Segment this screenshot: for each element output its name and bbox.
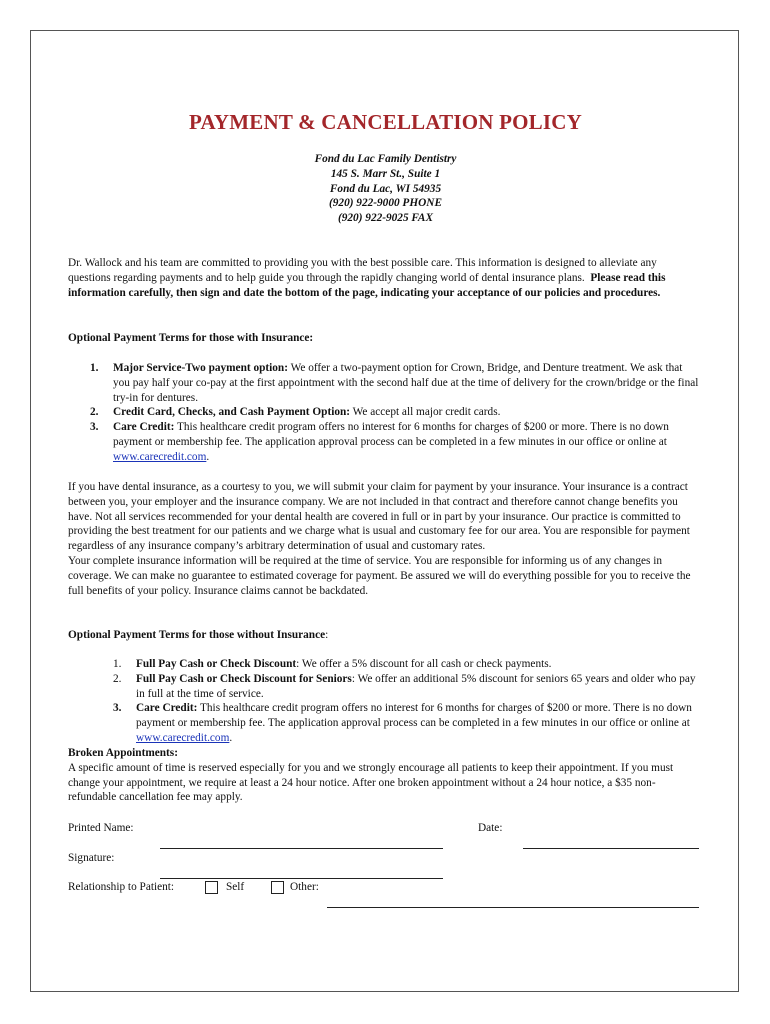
date-field[interactable]: [523, 836, 699, 849]
date-label: Date:: [478, 822, 503, 834]
item-text: : We offer an additional 5% discount for seniors 65 years and older who pay in full at the time of service.: [136, 672, 696, 700]
intro-text: Dr. Wallock and his team are committed to providing you with the best possible care. This information is designed to alleviate any questions regarding payments and to help guide you through the rapidly changing world of dental insurance plans.: [68, 257, 657, 284]
list-item: [68, 361, 701, 405]
other-checkbox[interactable]: [271, 881, 284, 894]
list-item: [68, 420, 701, 464]
practice-name: Fond du Lac Family Dentistry: [314, 153, 457, 165]
no-insurance-heading-colon: :: [325, 629, 329, 641]
relationship-label: Relationship to Patient:: [68, 881, 175, 893]
printed-name-label: Printed Name:: [68, 822, 134, 834]
self-label: Self: [226, 881, 245, 893]
item-text-after: .: [229, 731, 233, 744]
practice-street: 145 S. Marr St., Suite 1: [330, 167, 441, 180]
policy-page: [30, 30, 739, 992]
printed-name-field[interactable]: [160, 836, 443, 849]
broken-appointments-heading: Broken Appointments:: [68, 747, 178, 759]
item-label: Full Pay Cash or Check Discount for Seniors: [136, 672, 352, 685]
item-text-after: .: [206, 450, 210, 463]
relationship-row: [68, 880, 701, 895]
item-number: 2.: [90, 406, 99, 419]
signature-label: Signature:: [68, 852, 115, 864]
intro-paragraph: [68, 256, 701, 300]
list-item: [68, 672, 701, 702]
item-label: Care Credit:: [136, 702, 198, 715]
list-item: [68, 657, 701, 672]
insurance-paragraph-2-text: Your complete insurance information will be required at the time of service. You are responsible for informing us of any changes in coverage. We can make no guarantee to estimated coverage for payment. Be assured we will do everything possible for you to receive the full benefits of your policy. Insurance claims cannot be backdated.: [68, 554, 691, 597]
practice-city: Fond du Lac, WI 54935: [329, 182, 442, 195]
insurance-paragraph: [68, 480, 701, 598]
no-insurance-options-list: [68, 657, 701, 746]
item-number: 1.: [113, 658, 122, 670]
item-text: We offer a two-payment option for Crown, Bridge, and Denture treatment. We ask that you pay half your co-pay at the first appointment with the second half due at the time of delivery for the crown/bridge or the final try-in for dentures.: [113, 362, 699, 404]
item-label: Full Pay Cash or Check Discount: [136, 658, 297, 670]
other-label: Other:: [290, 881, 319, 893]
list-item: [68, 701, 701, 745]
printed-name-row: [68, 821, 701, 836]
insurance-heading: Optional Payment Terms for those with Insurance:: [68, 332, 314, 344]
insurance-paragraph-text: If you have dental insurance, as a courtesy to you, we will submit your claim for payment by your insurance. Your insurance is a contract between you, your employer and the insurance company. We are not included in that contract and therefore cannot change benefits you have. Not all services recommended for your dental health are covered in full or in part by your insurance. Our practice is committed to providing the best treatment for our patients and we charge what is usual and customary fee for our area. You are responsible for payment regardless of any insurance company’s arbitrary determination of usual and customary rates.: [68, 481, 690, 553]
item-number: 1.: [90, 362, 99, 374]
list-item: [68, 405, 701, 420]
item-text: This healthcare credit program offers no interest for 6 months for charges of $200 or more. There is no down payment or membership fee. The application approval process can be completed in a few minutes in our office or online at: [136, 702, 692, 730]
signature-row: [68, 851, 701, 866]
intro-bold-text: Please read this information carefully, then sign and date the bottom of the page, indicating your acceptance of our policies and procedures.: [68, 271, 666, 299]
item-number: 2.: [113, 672, 122, 685]
page-title: PAYMENT & CANCELLATION POLICY: [189, 110, 582, 134]
item-text: : We offer a 5% discount for all cash or check payments.: [296, 658, 552, 670]
insurance-options-list: [68, 361, 701, 465]
no-insurance-heading: [68, 628, 701, 643]
self-checkbox[interactable]: [205, 881, 218, 894]
other-field[interactable]: [327, 895, 699, 908]
no-insurance-heading-text: Optional Payment Terms for those without Insurance: [68, 629, 326, 641]
carecredit-link[interactable]: www.carecredit.com: [113, 450, 207, 463]
item-label: Care Credit:: [113, 421, 175, 434]
signature-field[interactable]: [160, 866, 443, 879]
item-number: 3.: [113, 702, 122, 715]
broken-appointments-section: [68, 746, 701, 805]
item-number: 3.: [90, 421, 99, 434]
item-text: We accept all major credit cards.: [350, 406, 501, 419]
item-label: Major Service-Two payment option:: [113, 362, 288, 374]
practice-fax: (920) 922-9025 FAX: [338, 212, 433, 225]
practice-address: [31, 152, 740, 226]
item-label: Credit Card, Checks, and Cash Payment Option:: [113, 406, 351, 419]
carecredit-link[interactable]: www.carecredit.com: [136, 731, 230, 744]
item-text: This healthcare credit program offers no interest for 6 months for charges of $200 or more. There is no down payment or membership fee. The application approval process can be completed in a few minutes in our office or online at: [113, 421, 669, 448]
broken-appointments-text: A specific amount of time is reserved especially for you and we strongly encourage all patients to keep their appointment. If you must change your appointment, we require at least a 24 hour notice. After one broken appointment without a 24 hour notice, a $35 non-refundable cancellation fee may apply.: [68, 761, 674, 804]
practice-phone: (920) 922-9000 PHONE: [329, 197, 442, 210]
